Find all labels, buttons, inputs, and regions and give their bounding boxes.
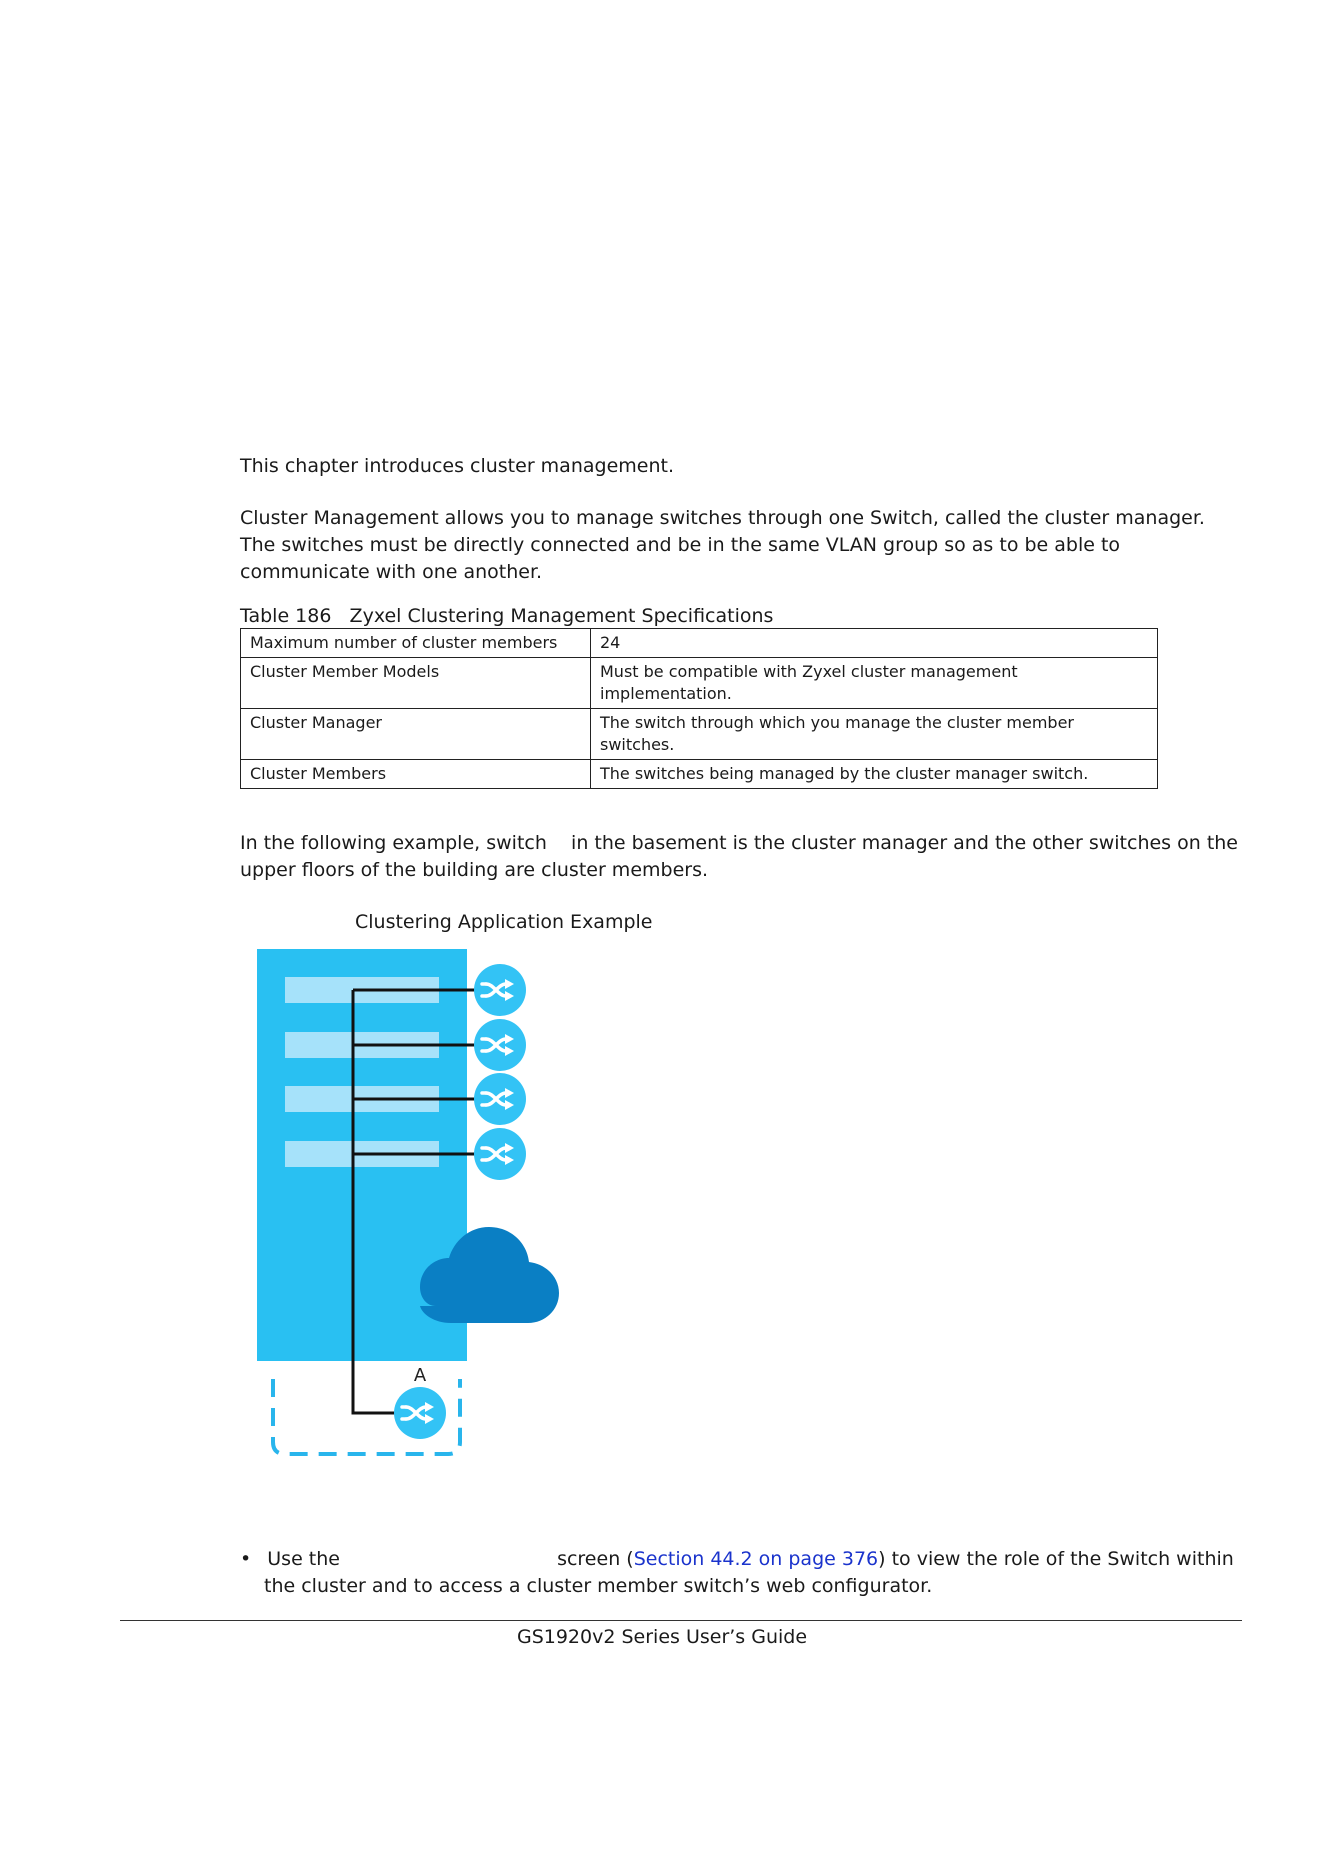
table-row	[241, 658, 1158, 709]
table-row	[241, 760, 1158, 789]
footer-title: GS1920v2 Series User’s Guide	[516, 1626, 808, 1648]
table-cell-label: Maximum number of cluster members	[241, 629, 591, 658]
description-line-1: Cluster Management allows you to manage switches through one Switch, called the cluster manager.	[240, 507, 1205, 529]
description-line-3: communicate with one another.	[240, 561, 543, 583]
table-cell-label: Cluster Members	[241, 760, 591, 789]
manager-label: A	[413, 1365, 427, 1386]
table-caption: Table 186 Zyxel Clustering Management Specifications	[240, 605, 774, 627]
member-switch-icon	[474, 964, 526, 1016]
table-cell-label: Cluster Member Models	[241, 658, 591, 709]
spec-table	[240, 628, 1158, 789]
table-row	[241, 629, 1158, 658]
footer-divider	[120, 1620, 1242, 1621]
figure-caption: Clustering Application Example	[355, 911, 653, 933]
description-paragraph	[240, 505, 1205, 586]
member-switch-icon	[474, 1019, 526, 1071]
bullet-item	[240, 1546, 1234, 1600]
example-line-2: upper floors of the building are cluster members.	[240, 859, 709, 881]
table-cell-label: Cluster Manager	[241, 709, 591, 760]
table-cell-value-line: switches.	[600, 735, 675, 754]
table-cell-value-line: implementation.	[600, 684, 732, 703]
table-cell-value-line: Must be compatible with Zyxel cluster management	[600, 662, 1018, 681]
manager-switch-icon	[394, 1387, 446, 1439]
bullet-symbol: •	[240, 1548, 252, 1570]
table-cell-value-line: The switches being managed by the cluster manager switch.	[600, 764, 1089, 783]
table-cell-value-line: 24	[600, 633, 621, 652]
member-switch-icon	[474, 1128, 526, 1180]
table-cell-value	[591, 709, 1158, 760]
table-cell-value	[591, 760, 1158, 789]
bullet-text-mid: screen (	[551, 1548, 634, 1570]
member-switch-icon	[474, 1073, 526, 1125]
clustering-diagram	[240, 944, 600, 1464]
section-link[interactable]: Section 44.2 on page 376	[633, 1548, 879, 1570]
example-paragraph	[240, 830, 1238, 884]
table-row	[241, 709, 1158, 760]
example-line-1: In the following example, switch in the basement is the cluster manager and the other switches on the	[240, 832, 1239, 854]
intro-text: This chapter introduces cluster management.	[240, 455, 674, 477]
description-line-2: The switches must be directly connected and be in the same VLAN group so as to be able to	[240, 534, 1121, 556]
bullet-text-pre: Use the	[267, 1548, 347, 1570]
bullet-line-2: the cluster and to access a cluster member switch’s web configurator.	[264, 1575, 933, 1597]
table-cell-value	[591, 658, 1158, 709]
table-cell-value-line: The switch through which you manage the cluster member	[600, 713, 1074, 732]
table-cell-value	[591, 629, 1158, 658]
bullet-text-post: ) to view the role of the Switch within	[878, 1548, 1234, 1570]
